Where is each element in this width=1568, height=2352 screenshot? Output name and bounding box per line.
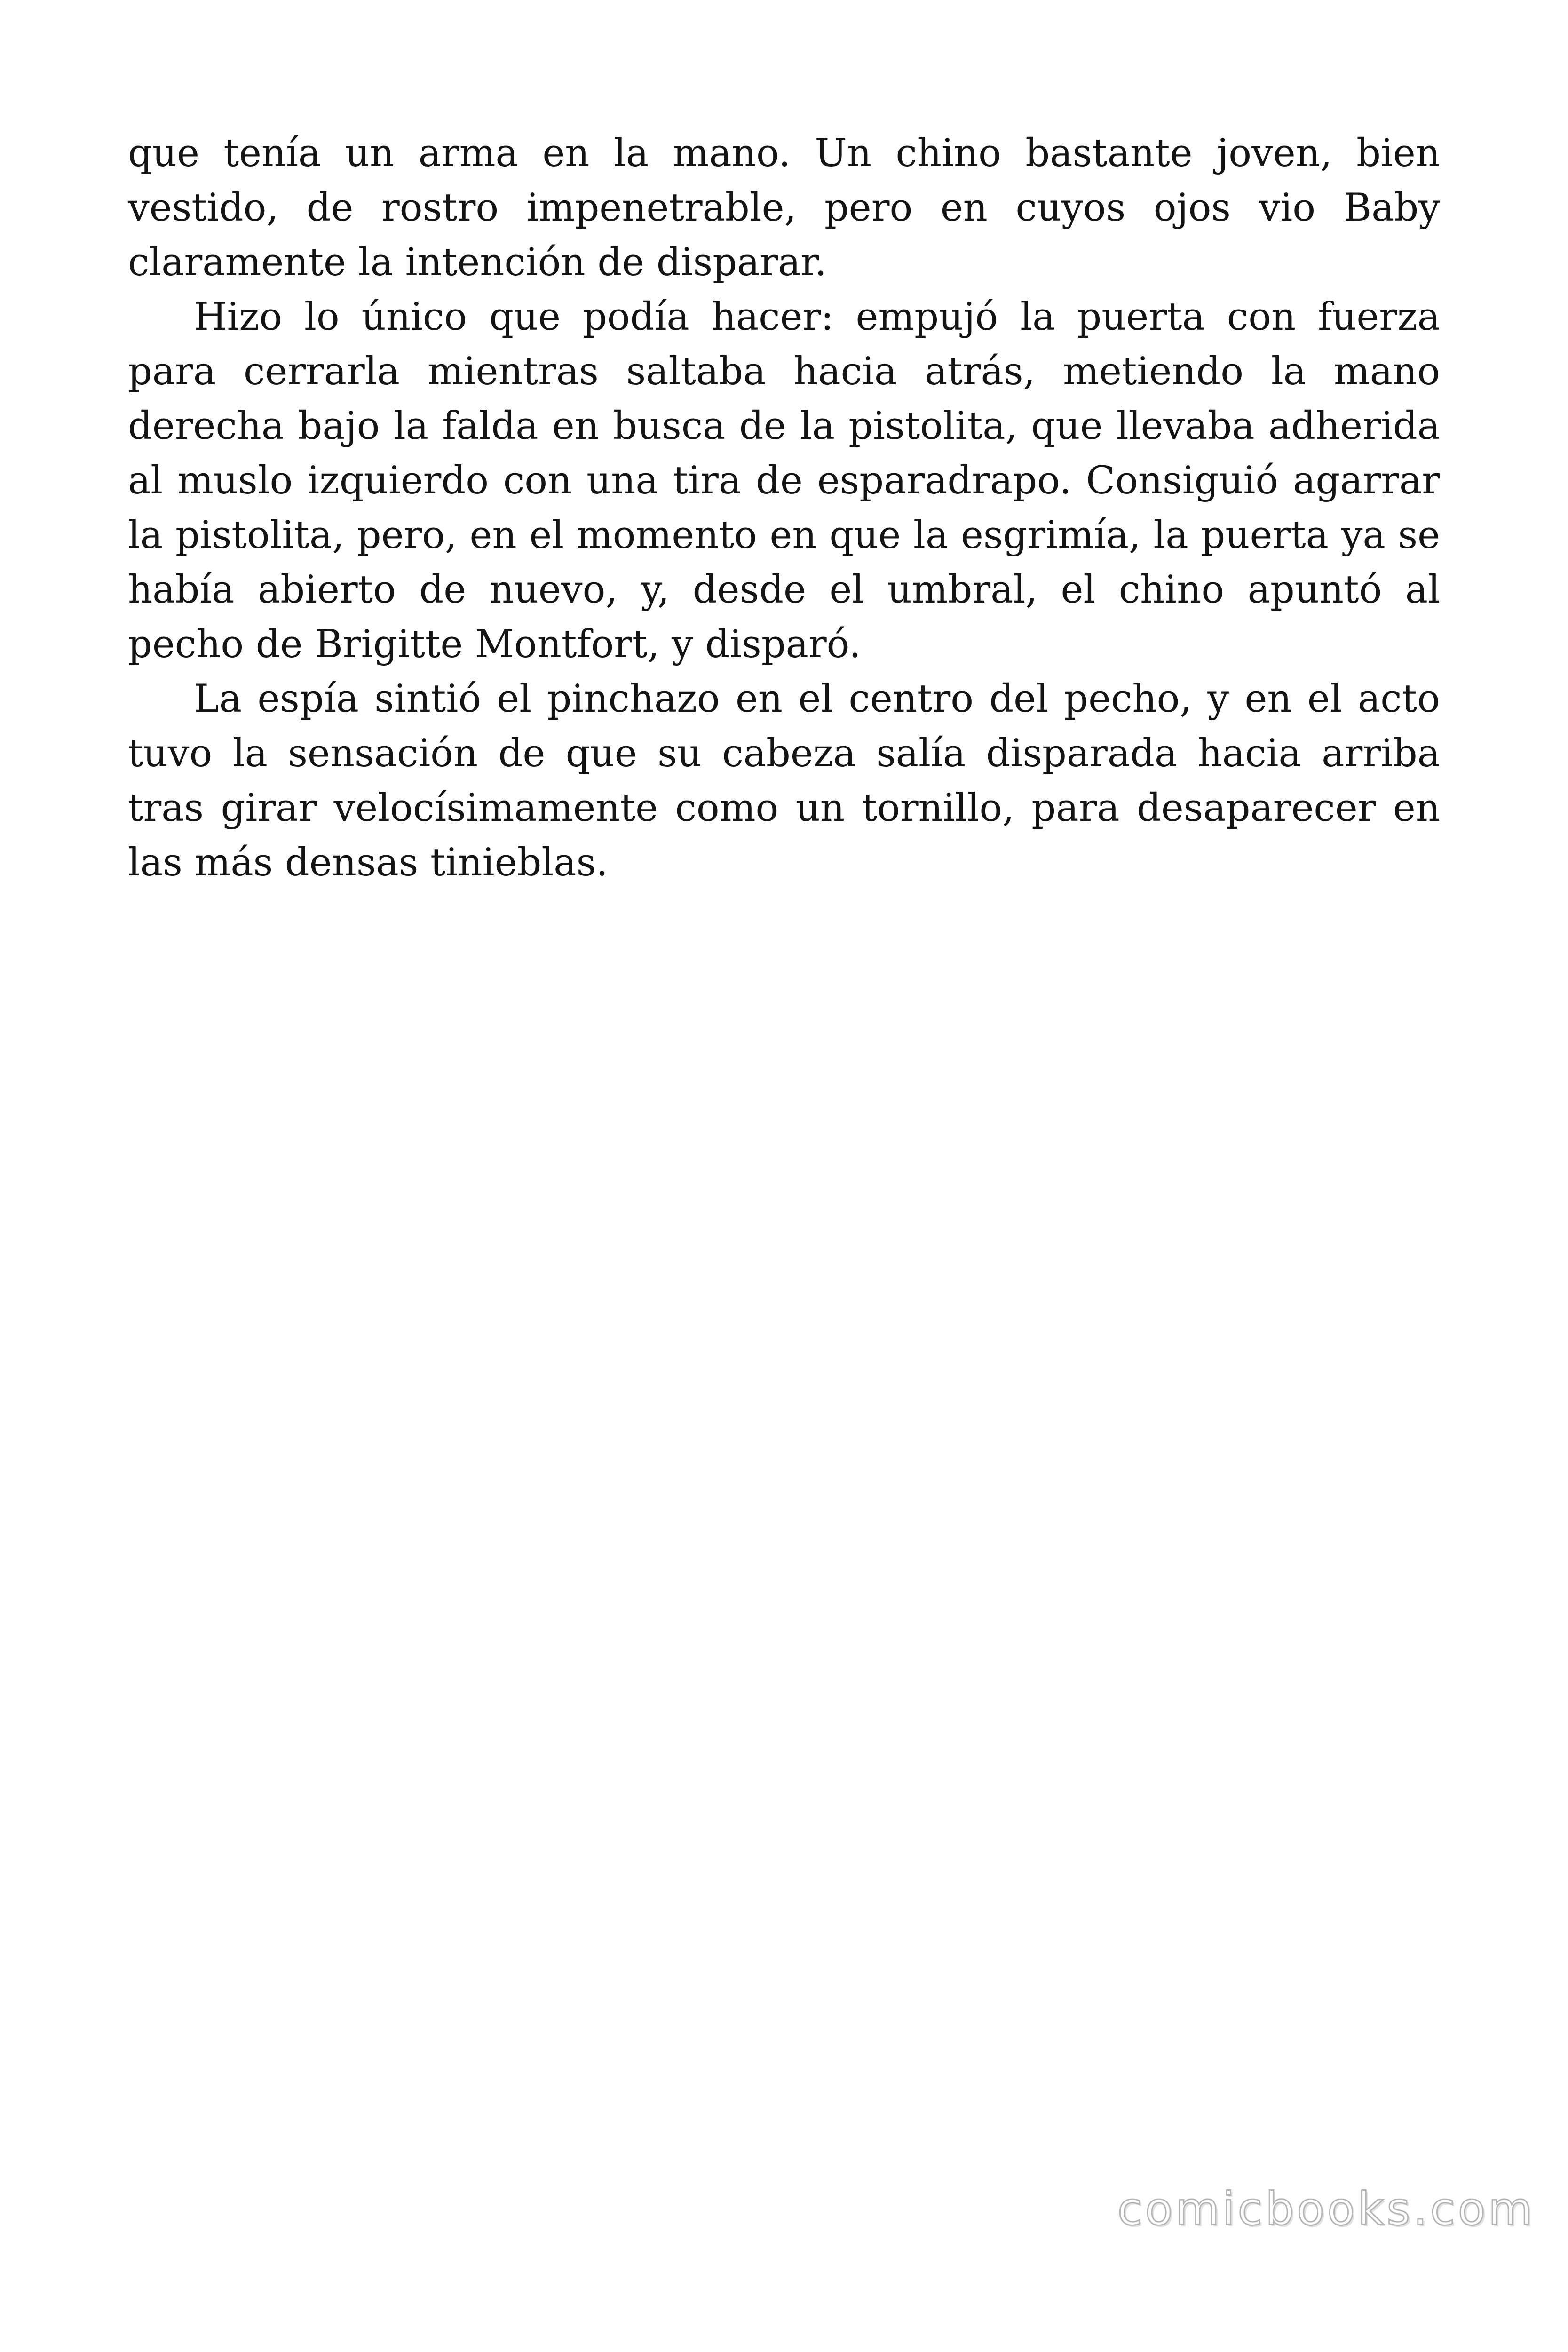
watermark-logo: comicbooks.com [1117, 2183, 1535, 2235]
paragraph-1: que tenía un arma en la mano. Un chino bastante joven, bien vestido, de rostro impenetrable, pero en cuyos ojos vio Baby claramente la intención de disparar. [128, 131, 1440, 285]
paragraph-2: Hizo lo único que podía hacer: empujó la puerta con fuerza para cerrarla mientras saltaba hacia atrás, metiendo la mano derecha bajo la falda en busca de la pistolita, que llevaba adherida al muslo izquierdo con una tira de esparadrapo. Consiguió agarrar la pistolita, pero, en el momento en que la esgrimía, la puerta ya se había abierto de nuevo, y, desde el umbral, el chino apuntó al pecho de Brigitte Montfort, y disparó. [128, 295, 1440, 667]
paragraph-3: La espía sintió el pinchazo en el centro del pecho, y en el acto tuvo la sensación de que su cabeza salía disparada hacia arriba tras girar velocísimamente como un tornillo, para desaparecer en las más densas tinieblas. [128, 677, 1440, 885]
body-text [128, 126, 1440, 890]
